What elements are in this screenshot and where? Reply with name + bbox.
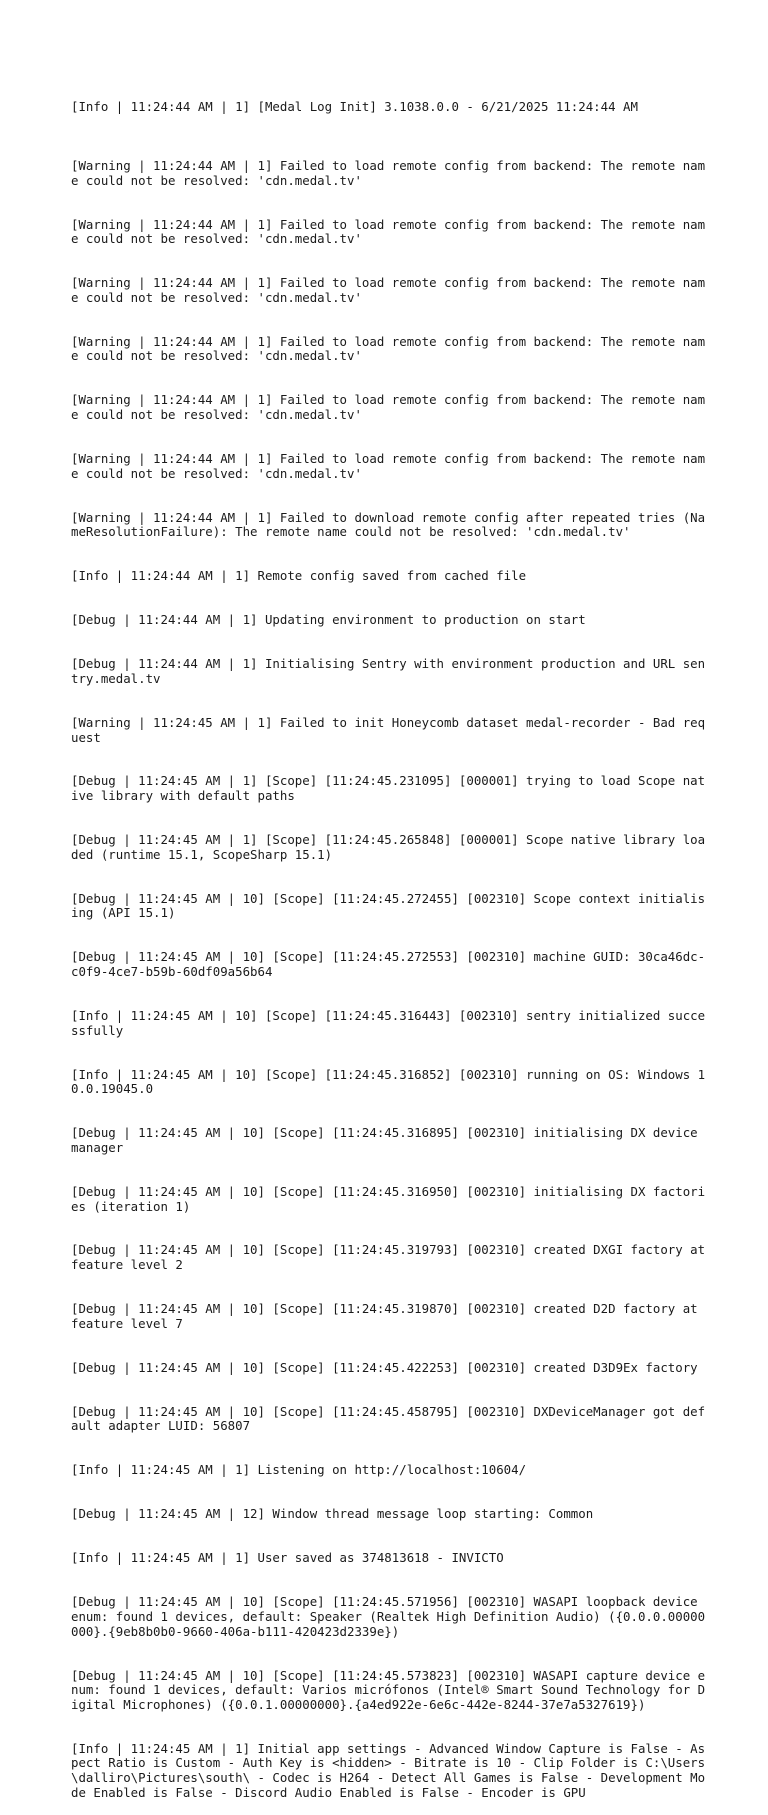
- log-line: [Debug | 11:24:45 AM | 1] [Scope] [11:24:45.231095] [000001] trying to load Scope native library with default paths: [71, 773, 706, 804]
- log-line: [Warning | 11:24:44 AM | 1] Failed to load remote config from backend: The remote name could not be resolved: 'cdn.medal.tv': [71, 216, 706, 247]
- log-line: [Warning | 11:24:44 AM | 1] Failed to download remote config after repeated tries (NameResolutionFailure): The remote name could not be resolved: 'cdn.medal.tv': [71, 509, 706, 540]
- log-line: [Debug | 11:24:45 AM | 10] [Scope] [11:24:45.316950] [002310] initialising DX factories (iteration 1): [71, 1183, 706, 1214]
- log-line: [Debug | 11:24:45 AM | 10] [Scope] [11:24:45.422253] [002310] created D3D9Ex factory: [71, 1359, 698, 1375]
- log-line: [Info | 11:24:45 AM | 1] Initial app settings - Advanced Window Capture is False - Aspect Ratio is Custom - Auth Key is <hidden> - Bitrate is 10 - Clip Folder is C:\Users\dalliro\Pictures\south\ - Codec is H264 - Detect All Games is False - Development Mode Enabled is False - Discord Audio Enabled is False - Encoder is GPU: [71, 1740, 706, 1800]
- log-line: [Info | 11:24:45 AM | 1] User saved as 374813618 - INVICTO: [71, 1550, 504, 1566]
- log-line: [Debug | 11:24:45 AM | 10] [Scope] [11:24:45.458795] [002310] DXDeviceManager got default adapter LUID: 56807: [71, 1403, 706, 1434]
- log-line: [Info | 11:24:45 AM | 10] [Scope] [11:24:45.316443] [002310] sentry initialized successfully: [71, 1007, 706, 1038]
- log-line: [Debug | 11:24:45 AM | 10] [Scope] [11:24:45.319793] [002310] created DXGI factory at feature level 2: [71, 1242, 713, 1273]
- log-line: [Debug | 11:24:44 AM | 1] Updating environment to production on start: [71, 612, 586, 628]
- log-line: [Debug | 11:24:45 AM | 10] [Scope] [11:24:45.272553] [002310] machine GUID: 30ca46dc-c0f9-4ce7-b59b-60df09a56b64: [71, 949, 706, 980]
- log-line: [Warning | 11:24:44 AM | 1] Failed to load remote config from backend: The remote name could not be resolved: 'cdn.medal.tv': [71, 451, 706, 481]
- log-line: [Warning | 11:24:44 AM | 1] Failed to load remote config from backend: The remote name could not be resolved: 'cdn.medal.tv': [71, 275, 706, 305]
- log-line: [Info | 11:24:44 AM | 1] Remote config saved from cached file: [71, 568, 527, 584]
- log-line: [Debug | 11:24:45 AM | 10] [Scope] [11:24:45.319870] [002310] created D2D factory at feature level 7: [71, 1301, 706, 1331]
- log-line: [Debug | 11:24:45 AM | 10] [Scope] [11:24:45.571956] [002310] WASAPI loopback device enum: found 1 devices, default: Speaker (Realtek High Definition Audio) ({0.0.0.00000000}.{9eb8b0b0-9660-406a-b111-420423d2339e}): [71, 1594, 706, 1639]
- log-line: [Warning | 11:24:44 AM | 1] Failed to load remote config from backend: The remote name could not be resolved: 'cdn.medal.tv': [71, 392, 706, 423]
- log-line: [Info | 11:24:45 AM | 1] Listening on http://localhost:10604/: [71, 1462, 527, 1478]
- log-line: [Debug | 11:24:45 AM | 10] [Scope] [11:24:45.573823] [002310] WASAPI capture device enum: found 1 devices, default: Varios micrófonos (Intel® Smart Sound Technology for Digital Microphones) ({0.0.1.00000000}.{a4ed922e-6e6c-442e-8244-37e7a5327619}): [71, 1667, 706, 1712]
- log-text: [71, 71, 711, 1815]
- log-line: [Warning | 11:24:44 AM | 1] Failed to load remote config from backend: The remote name could not be resolved: 'cdn.medal.tv': [71, 157, 706, 188]
- log-line: [Debug | 11:24:45 AM | 1] [Scope] [11:24:45.265848] [000001] Scope native library loaded (runtime 15.1, ScopeSharp 15.1): [71, 832, 706, 862]
- log-line: [Info | 11:24:45 AM | 10] [Scope] [11:24:45.316852] [002310] running on OS: Windows 10.0.19045.0: [71, 1066, 706, 1097]
- log-line: [Debug | 11:24:44 AM | 1] Initialising Sentry with environment production and URL sentry.medal.tv: [71, 656, 706, 686]
- log-line: [Warning | 11:24:45 AM | 1] Failed to init Honeycomb dataset medal-recorder - Bad request: [71, 714, 706, 745]
- log-line: [Debug | 11:24:45 AM | 10] [Scope] [11:24:45.316895] [002310] initialising DX device manager: [71, 1125, 706, 1155]
- log-line: [Debug | 11:24:45 AM | 10] [Scope] [11:24:45.272455] [002310] Scope context initialising (API 15.1): [71, 890, 706, 921]
- log-line: [Debug | 11:24:45 AM | 12] Window thread message loop starting: Common: [71, 1506, 594, 1522]
- log-line: [Warning | 11:24:44 AM | 1] Failed to load remote config from backend: The remote name could not be resolved: 'cdn.medal.tv': [71, 333, 706, 364]
- log-line: [Info | 11:24:44 AM | 1] [Medal Log Init] 3.1038.0.0 - 6/21/2025 11:24:44 AM: [71, 99, 638, 115]
